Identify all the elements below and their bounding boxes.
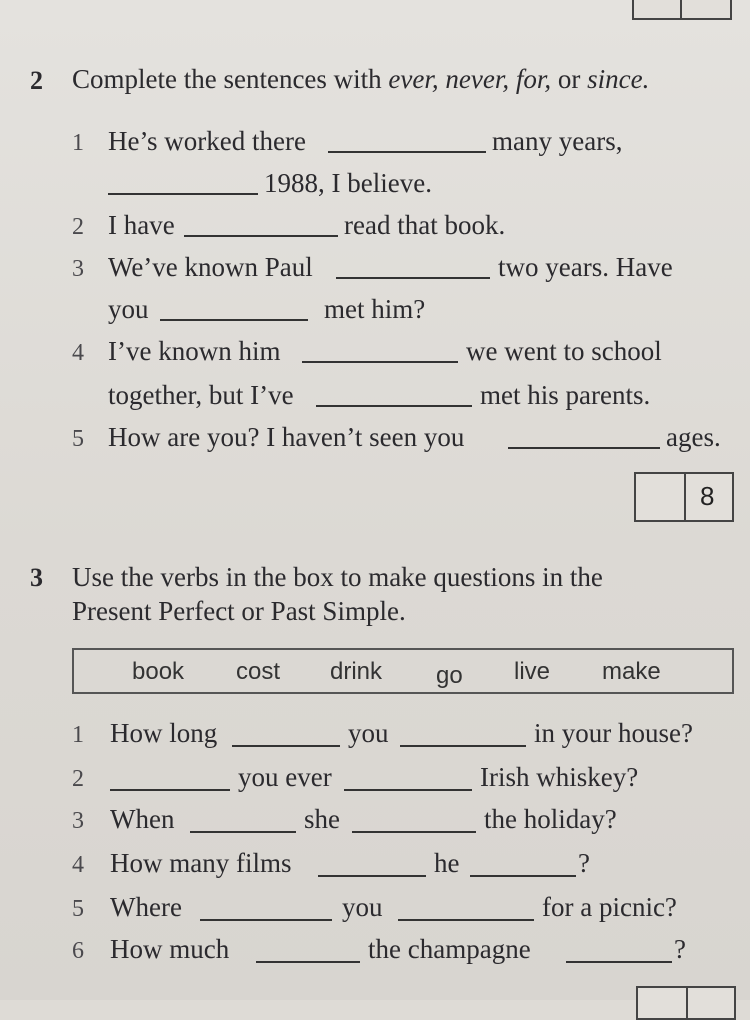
- item-number: 1: [72, 722, 84, 748]
- sentence-text: the champagne: [368, 934, 531, 964]
- verb-box: [72, 648, 734, 694]
- answer-blank[interactable]: [398, 918, 534, 921]
- sentence-text: Where: [110, 892, 182, 922]
- sentence-text: the holiday?: [484, 804, 617, 834]
- answer-blank[interactable]: [508, 446, 660, 449]
- verb-word: cost: [236, 658, 281, 685]
- sentence-text: you: [342, 892, 383, 922]
- sentence-text: Irish whiskey?: [480, 762, 639, 792]
- sentence-text: many years,: [492, 126, 623, 156]
- sentence-text: you ever: [238, 762, 332, 792]
- answer-blank[interactable]: [184, 234, 338, 237]
- answer-blank[interactable]: [400, 744, 526, 747]
- sentence-text: ?: [578, 848, 590, 878]
- score-value: 8: [700, 481, 715, 511]
- verb-word: drink: [330, 658, 383, 685]
- instruction-keyword-since: since.: [587, 64, 650, 94]
- item-number: 3: [72, 808, 84, 834]
- sentence-text: in your house?: [534, 718, 693, 748]
- sentence-text: How are you? I haven’t seen you: [108, 422, 465, 452]
- answer-blank[interactable]: [302, 360, 458, 363]
- score-box-previous: [632, 0, 732, 20]
- answer-blank[interactable]: [316, 404, 472, 407]
- answer-blank[interactable]: [190, 830, 296, 833]
- answer-blank[interactable]: [318, 874, 426, 877]
- answer-blank[interactable]: [470, 874, 576, 877]
- verb-word: make: [602, 658, 661, 685]
- item-number: 1: [72, 130, 84, 156]
- sentence-text: When: [110, 804, 175, 834]
- sentence-text: he: [434, 848, 460, 878]
- sentence-text: met him?: [324, 294, 426, 324]
- sentence-text: read that book.: [344, 210, 506, 240]
- score-box: [634, 472, 734, 522]
- answer-blank[interactable]: [344, 788, 472, 791]
- sentence-text: together, but I’ve: [108, 380, 294, 410]
- sentence-text: I have: [108, 210, 175, 240]
- sentence-text: ?: [674, 934, 686, 964]
- answer-blank[interactable]: [200, 918, 332, 921]
- sentence-text: met his parents.: [480, 380, 651, 410]
- answer-blank[interactable]: [336, 276, 490, 279]
- exercise-3-instruction-line1: Use the verbs in the box to make questions in the: [72, 562, 603, 592]
- instruction-keywords: ever, never, for,: [388, 64, 552, 94]
- exercise-2-instruction: Complete the sentences with ever, never, for, or since.: [72, 64, 650, 94]
- sentence-text: How long: [110, 718, 218, 748]
- verb-word: book: [132, 658, 185, 685]
- sentence-text: she: [304, 804, 340, 834]
- answer-blank[interactable]: [256, 960, 360, 963]
- exercise-3-instruction-line2: Present Perfect or Past Simple.: [72, 596, 406, 626]
- sentence-text: How many films: [110, 848, 292, 878]
- answer-blank[interactable]: [232, 744, 340, 747]
- item-number: 4: [72, 340, 84, 366]
- sentence-text: you: [348, 718, 389, 748]
- sentence-text: for a picnic?: [542, 892, 677, 922]
- sentence-text: I’ve known him: [108, 336, 281, 366]
- sentence-text: two years. Have: [498, 252, 673, 282]
- item-number: 5: [72, 426, 84, 452]
- item-number: 4: [72, 852, 84, 878]
- item-number: 5: [72, 896, 84, 922]
- exercise-2-number: 2: [30, 66, 43, 95]
- answer-blank[interactable]: [352, 830, 476, 833]
- sentence-text: ages.: [666, 422, 721, 452]
- item-number: 6: [72, 938, 84, 964]
- sentence-text: How much: [110, 934, 230, 964]
- verb-word: live: [514, 658, 551, 685]
- sentence-text: We’ve known Paul: [108, 252, 313, 282]
- answer-blank[interactable]: [328, 150, 486, 153]
- score-box-next: [636, 986, 736, 1020]
- item-number: 3: [72, 256, 84, 282]
- sentence-text: we went to school: [466, 336, 662, 366]
- answer-blank[interactable]: [110, 788, 230, 791]
- answer-blank[interactable]: [566, 960, 672, 963]
- sentence-text: you: [108, 294, 149, 324]
- item-number: 2: [72, 766, 84, 792]
- answer-blank[interactable]: [108, 192, 258, 195]
- sentence-text: 1988, I believe.: [264, 168, 432, 198]
- answer-blank[interactable]: [160, 318, 308, 321]
- item-number: 2: [72, 214, 84, 240]
- exercise-3-number: 3: [30, 563, 43, 592]
- sentence-text: He’s worked there: [108, 126, 306, 156]
- verb-word: go: [436, 662, 463, 689]
